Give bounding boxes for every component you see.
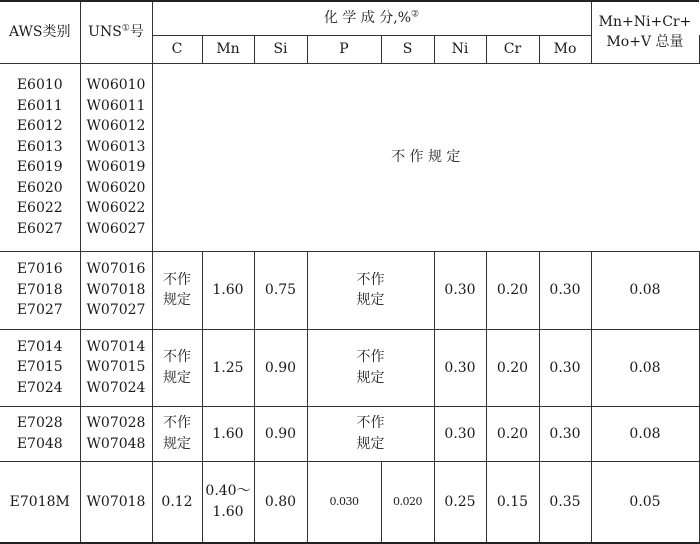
- mn-cell: 1.60: [202, 406, 254, 461]
- ni-cell: 0.25: [434, 461, 486, 543]
- c-cell: 不作 规定: [152, 329, 202, 406]
- header-element-p: P: [307, 35, 381, 63]
- s-cell: 0.020: [381, 461, 434, 543]
- p-s-cell: 不作 规定: [307, 329, 434, 406]
- cr-cell: 0.20: [486, 406, 539, 461]
- mo-cell: 0.30: [539, 251, 591, 329]
- ni-cell: 0.30: [434, 406, 486, 461]
- header-element-cr: Cr: [486, 35, 539, 63]
- header-element-ni: Ni: [434, 35, 486, 63]
- v-cell: 0.08: [591, 406, 699, 461]
- header-element-mn: Mn: [202, 35, 254, 63]
- table-row: [0, 329, 699, 406]
- c-cell: 0.12: [152, 461, 202, 543]
- p-cell: 0.030: [307, 461, 381, 543]
- mo-cell: 0.30: [539, 406, 591, 461]
- cr-cell: 0.20: [486, 251, 539, 329]
- table-row: [0, 63, 699, 251]
- header-element-s: S: [381, 35, 434, 63]
- uns-number-cell: W07028 W07048: [80, 406, 152, 461]
- mn-cell: 1.60: [202, 251, 254, 329]
- cr-cell: 0.15: [486, 461, 539, 543]
- si-cell: 0.80: [254, 461, 307, 543]
- mn-cell: 0.40～ 1.60: [202, 461, 254, 543]
- header-aws: AWS类别: [0, 1, 80, 63]
- uns-number-cell: W07018: [80, 461, 152, 543]
- c-cell: 不作 规定: [152, 251, 202, 329]
- si-cell: 0.75: [254, 251, 307, 329]
- ni-cell: 0.30: [434, 329, 486, 406]
- aws-class-cell: E7018M: [0, 461, 80, 543]
- ni-cell: 0.30: [434, 251, 486, 329]
- uns-number-cell: W07016 W07018 W07027: [80, 251, 152, 329]
- p-s-cell: 不作 规定: [307, 406, 434, 461]
- uns-number-cell: W07014 W07015 W07024: [80, 329, 152, 406]
- header-element-mo: Mo: [539, 35, 591, 63]
- si-cell: 0.90: [254, 406, 307, 461]
- header-composition: 化 学 成 分,%②: [152, 1, 591, 35]
- c-cell: 不作 规定: [152, 406, 202, 461]
- aws-class-cell: E6010 E6011 E6012 E6013 E6019 E6020 E6022 E6027: [0, 63, 80, 251]
- aws-class-cell: E7028 E7048: [0, 406, 80, 461]
- header-element-si: Si: [254, 35, 307, 63]
- header-total: Mn+Ni+Cr+ Mo+V 总量: [591, 1, 699, 63]
- p-s-cell: 不作 规定: [307, 251, 434, 329]
- not-specified-cell: 不 作 规 定: [152, 63, 699, 251]
- table-row: [0, 406, 699, 461]
- aws-class-cell: E7016 E7018 E7027: [0, 251, 80, 329]
- table-row: [0, 251, 699, 329]
- mn-cell: 1.25: [202, 329, 254, 406]
- mo-cell: 0.30: [539, 329, 591, 406]
- v-cell: 0.08: [591, 329, 699, 406]
- v-cell: 0.08: [591, 251, 699, 329]
- mo-cell: 0.35: [539, 461, 591, 543]
- uns-number-cell: W06010 W06011 W06012 W06013 W06019 W06020 W06022 W06027: [80, 63, 152, 251]
- si-cell: 0.90: [254, 329, 307, 406]
- table-row: [0, 461, 699, 543]
- aws-class-cell: E7014 E7015 E7024: [0, 329, 80, 406]
- header-element-c: C: [152, 35, 202, 63]
- header-row-1: [0, 1, 699, 35]
- header-uns: UNS①号: [80, 1, 152, 63]
- v-cell: 0.05: [591, 461, 699, 543]
- cr-cell: 0.20: [486, 329, 539, 406]
